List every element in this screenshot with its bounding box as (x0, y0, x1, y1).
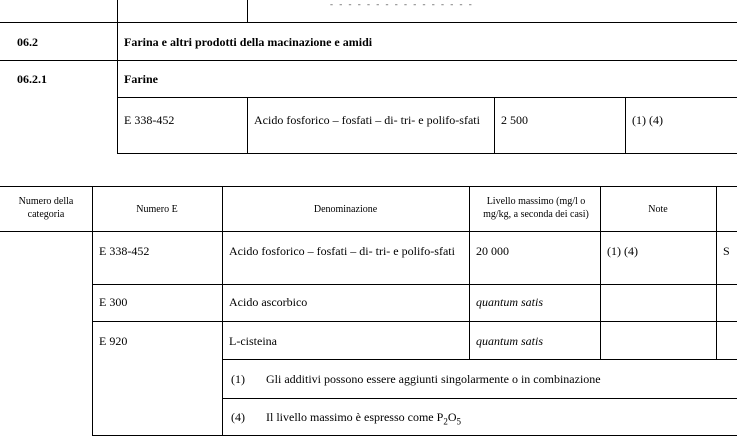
table-border (247, 0, 248, 22)
header-max-level: Livello massimo (mg/l o mg/kg, a seconda dei casi) (483, 196, 589, 220)
table-border (222, 398, 737, 399)
category-code: 06.2.1 (17, 72, 47, 86)
table-border (222, 186, 223, 436)
table-border (117, 97, 737, 98)
e-number: E 338-452 (124, 113, 175, 127)
additive-name: Acido fosforico – fosfati – di- tri- e polifo-sfati (254, 113, 480, 127)
notes: (1) (4) (632, 113, 663, 127)
footnote-text: Il livello massimo è espresso come $P_2O_5$ (266, 410, 461, 427)
table-border (117, 22, 118, 154)
header-notes: Note (648, 204, 668, 215)
table-border (0, 231, 737, 232)
table-border (469, 186, 470, 360)
table-border (247, 97, 248, 154)
category-title: Farine (124, 72, 158, 86)
table-border (0, 22, 737, 23)
notes: (1) (4) (607, 244, 638, 258)
table-border (117, 0, 118, 22)
table-border (0, 186, 737, 187)
e-number: E 338-452 (99, 244, 150, 258)
clipped-column-text: S (723, 244, 730, 258)
max-level: quantum satis (476, 295, 544, 309)
max-level: 20 000 (476, 244, 509, 258)
category-code: 06.2 (17, 35, 38, 49)
max-level: quantum satis (476, 334, 544, 348)
e-number: E 300 (99, 295, 128, 309)
footnote-number: (1) (231, 372, 245, 386)
header-name: Denominazione (313, 204, 378, 215)
header-e-number: Numero E (136, 204, 178, 215)
table-border (494, 97, 495, 154)
table-border (92, 321, 737, 322)
table-border (0, 60, 737, 61)
footnote-number: (4) (231, 410, 245, 424)
category-title: Farina e altri prodotti della macinazione e amidi (124, 35, 373, 49)
table-border (222, 359, 737, 360)
table-border (716, 186, 717, 360)
header-category: Numero della categoria (18, 196, 74, 220)
table-border (117, 153, 737, 154)
clipped-row-fragment: - - - - - - - - - - - - - - - - (330, 0, 474, 9)
table-border (625, 97, 626, 154)
e-number: E 920 (99, 334, 128, 348)
additive-name: Acido fosforico – fosfati – di- tri- e polifo-sfati (229, 244, 455, 258)
footnote-text: Gli additivi possono essere aggiunti singolarmente o in combinazione (266, 372, 601, 386)
table-border (92, 284, 737, 285)
additive-name: Acido ascorbico (229, 295, 308, 309)
additive-name: L-cisteina (229, 334, 277, 348)
table-border (92, 186, 93, 436)
max-level: 2 500 (501, 113, 528, 127)
